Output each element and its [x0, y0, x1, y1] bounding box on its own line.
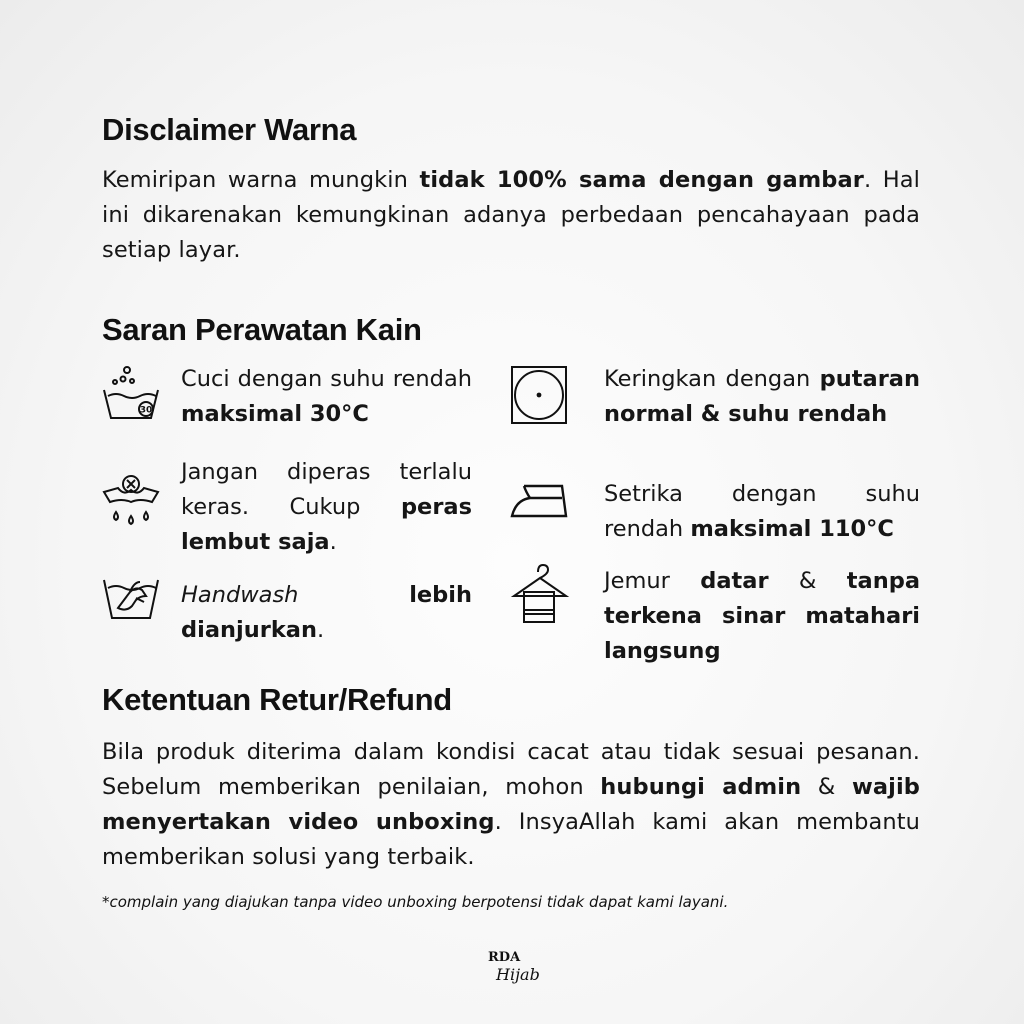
tumble-dry-low-icon [510, 365, 568, 425]
care-handwash-text: Handwash lebih dianjurkan. [181, 582, 472, 643]
wash-30-icon [100, 362, 162, 424]
refund-note: *complain yang diajukan tanpa video unboxing berpotensi tidak dapat kami layani. [102, 893, 729, 911]
care-hang-text: Jemur datar & tanpa terkena sinar matahari langsung [604, 568, 920, 664]
care-dry-text: Keringkan dengan putaran normal & suhu rendah [604, 366, 920, 427]
brand-logo [480, 946, 550, 986]
svg-text:RDA: RDA [488, 950, 521, 965]
hang-dry-shade-icon [510, 562, 570, 626]
refund-title: Ketentuan Retur/Refund [102, 682, 452, 717]
svg-text:30: 30 [139, 405, 153, 416]
iron-icon [510, 480, 570, 522]
care-iron-text: Setrika dengan suhu rendah maksimal 110°C [604, 481, 920, 542]
care-title: Saran Perawatan Kain [102, 312, 422, 347]
handwash-icon [100, 570, 162, 624]
do-not-wring-icon [100, 470, 162, 532]
svg-text:Hijab: Hijab [496, 965, 540, 984]
refund-text: Bila produk diterima dalam kondisi cacat atau tidak sesuai pesanan. Sebelum memberikan penilaian, mohon hubungi admin & wajib menyertakan video unboxing. InsyaAllah kami akan membantu memberikan solusi yang terbaik. [102, 739, 920, 870]
care-wring-text: Jangan diperas terlalu keras. Cukup peras lembut saja. [181, 459, 472, 555]
disclaimer-title: Disclaimer Warna [102, 112, 357, 147]
care-wash-text: Cuci dengan suhu rendah maksimal 30°C [181, 366, 472, 427]
disclaimer-text: Kemiripan warna mungkin tidak 100% sama dengan gambar. Hal ini dikarenakan kemungkinan adanya perbedaan pencahayaan pada setiap layar. [102, 167, 921, 263]
